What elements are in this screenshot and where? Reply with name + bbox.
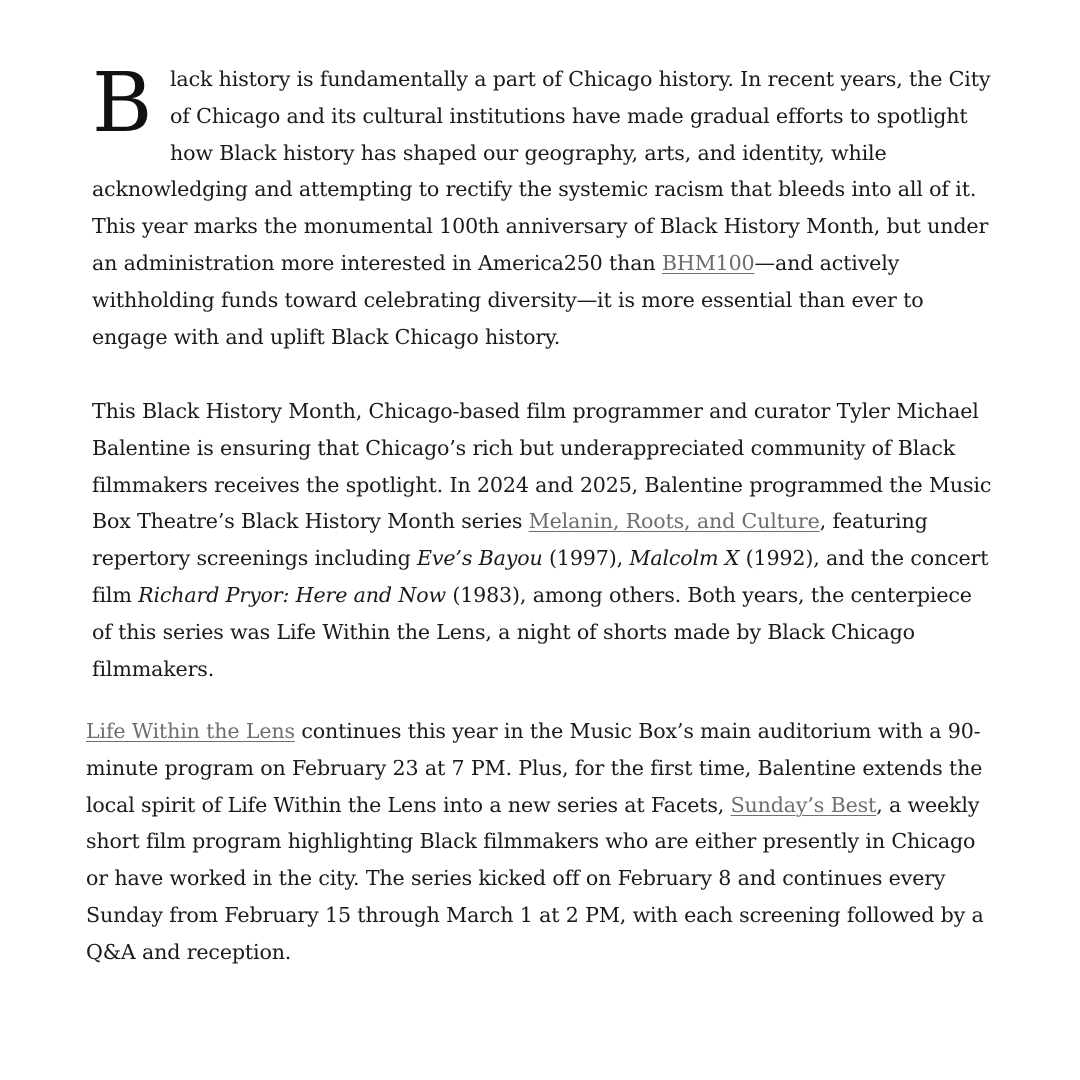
- article-paragraph-1: [92, 56, 992, 355]
- bhm100-link[interactable]: BHM100: [661, 250, 755, 275]
- paragraph-1-text-a: lack history is fundamentally a part of Chicago history. In recent years, the City of Chicago and its cultural institutions have made gradual efforts to spotlight how Black history has shaped our geography, arts, and identity, while acknowledging and attempting to rectify the systemic racism that bleeds into all of it. This year marks the monumental 100th anniversary of Black History Month, but under an administration more interested in America250 than: [92, 67, 991, 275]
- paragraph-2-text-b: , featuring repertory screenings including: [92, 509, 928, 571]
- melanin-roots-culture-link[interactable]: Melanin, Roots, and Culture: [528, 509, 820, 534]
- film-title-malcolm-x: Malcolm X: [629, 546, 740, 571]
- paragraph-3-text-b: , a weekly short film program highlighting Black filmmakers who are either presently in Chicago or have worked in the city. The series kicked off on February 8 and continues every Sunday from February 15 through March 1 at 2 PM, with each screening followed by a Q&A and reception.: [86, 792, 984, 964]
- paragraph-2-text-c: (1997),: [542, 546, 630, 571]
- paragraph-2-text-e: (1983), among others. Both years, the centerpiece of this series was Life Within the Lens, a night of shorts made by Black Chicago filmmakers.: [92, 582, 972, 681]
- article-paragraph-3: [86, 713, 992, 971]
- paragraph-1-text-b: —and actively withholding funds toward celebrating diversity—it is more essential than ever to engage with and uplift Black Chicago history.: [92, 250, 924, 349]
- paragraph-2-text-d: (1992), and the concert film: [92, 546, 989, 607]
- paragraph-3-text-a: continues this year in the Music Box’s main auditorium with a 90-minute program on February 23 at 7 PM. Plus, for the first time, Balentine extends the local spirit of Life Within the Lens into a new series at Facets,: [86, 719, 983, 817]
- sundays-best-link[interactable]: Sunday’s Best: [730, 792, 877, 817]
- article-paragraph-2: [92, 393, 992, 687]
- life-within-the-lens-link[interactable]: Life Within the Lens: [86, 719, 295, 743]
- drop-cap: B: [92, 56, 153, 151]
- film-title-richard-pryor: Richard Pryor: Here and Now: [138, 582, 446, 607]
- film-title-eves-bayou: Eve’s Bayou: [417, 546, 543, 571]
- paragraph-2-text-a: This Black History Month, Chicago-based film programmer and curator Tyler Michael Balentine is ensuring that Chicago’s rich but underappreciated community of Black filmmakers receives the spotlight. In 2024 and 2025, Balentine programmed the Music Box Theatre’s Black History Month series: [92, 399, 992, 534]
